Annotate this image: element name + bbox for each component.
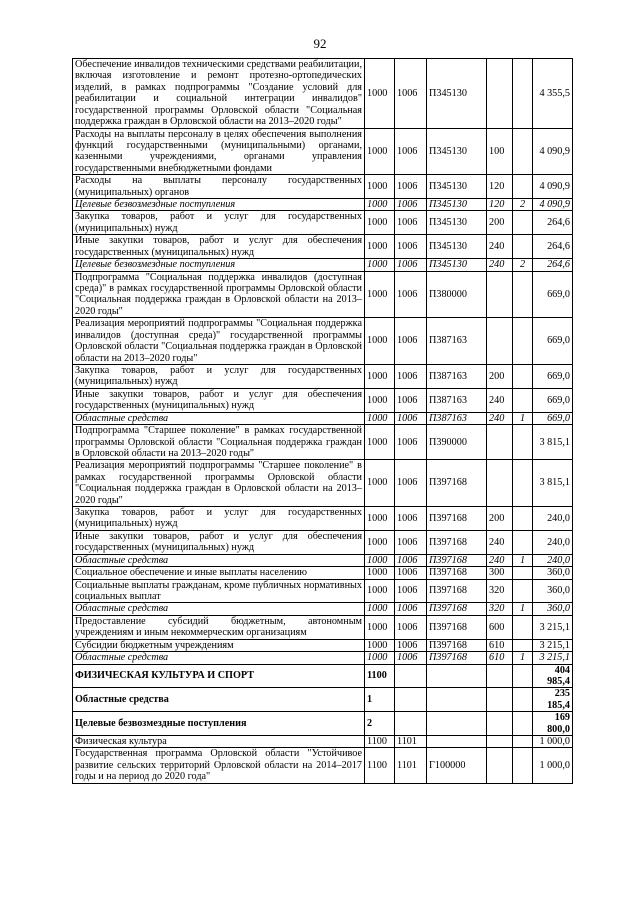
table-row [73, 615, 573, 639]
row-name: Реализация мероприятий подпрограммы "Старшее поколение" в рамках государственной программы Орловской области "Социальная поддержка граждан в Орловской области на 2013–2020 годы" [73, 460, 365, 507]
row-target-article: П345130 [427, 211, 487, 235]
table-row [73, 412, 573, 424]
table-row [73, 318, 573, 365]
table-row [73, 199, 573, 211]
row-name: Иные закупки товаров, работ и услуг для обеспечения государственных (муниципальных) нужд [73, 235, 365, 259]
row-amount: 240,0 [533, 554, 573, 566]
row-subsection-code: 1006 [395, 59, 427, 129]
row-funding-source [513, 579, 533, 603]
row-funding-source [513, 271, 533, 318]
row-funding-source: 1 [513, 652, 533, 664]
row-section-code: 1 [365, 688, 395, 712]
row-subsection-code: 1006 [395, 460, 427, 507]
row-section-code: 1100 [365, 748, 395, 783]
row-name: Расходы на выплаты персоналу в целях обеспечения выполнения функций государственными (муниципальными) органами, казенными учреждениями, органами управления государственными внебюджетными фондами [73, 128, 365, 175]
row-expense-type: 200 [487, 507, 513, 531]
row-amount: 264,6 [533, 211, 573, 235]
row-amount: 3 215,1 [533, 639, 573, 651]
row-subsection-code: 1006 [395, 567, 427, 579]
row-funding-source [513, 748, 533, 783]
row-funding-source [513, 664, 533, 688]
row-subsection-code: 1006 [395, 639, 427, 651]
row-amount: 235 185,4 [533, 688, 573, 712]
row-section-code: 1000 [365, 412, 395, 424]
row-expense-type: 120 [487, 199, 513, 211]
row-expense-type [487, 688, 513, 712]
row-expense-type [487, 425, 513, 460]
row-amount: 4 090,9 [533, 175, 573, 199]
row-subsection-code: 1006 [395, 579, 427, 603]
table-row [73, 59, 573, 129]
row-amount: 669,0 [533, 271, 573, 318]
row-name: Физическая культура [73, 736, 365, 748]
table-row [73, 425, 573, 460]
row-section-code: 1100 [365, 736, 395, 748]
row-subsection-code: 1101 [395, 748, 427, 783]
row-funding-source [513, 712, 533, 736]
row-name: Иные закупки товаров, работ и услуг для обеспечения государственных (муниципальных) нужд [73, 530, 365, 554]
row-section-code: 1000 [365, 425, 395, 460]
row-name: Субсидии бюджетным учреждениям [73, 639, 365, 651]
row-funding-source [513, 59, 533, 129]
row-expense-type [487, 59, 513, 129]
table-body [73, 59, 573, 784]
row-expense-type [487, 748, 513, 783]
row-section-code: 1000 [365, 652, 395, 664]
row-expense-type [487, 736, 513, 748]
row-amount: 3 815,1 [533, 425, 573, 460]
row-funding-source: 1 [513, 554, 533, 566]
row-expense-type: 600 [487, 615, 513, 639]
table-row [73, 175, 573, 199]
table-row [73, 460, 573, 507]
row-amount: 360,0 [533, 603, 573, 615]
row-expense-type: 120 [487, 175, 513, 199]
row-funding-source [513, 388, 533, 412]
row-amount: 360,0 [533, 579, 573, 603]
row-amount: 264,6 [533, 235, 573, 259]
row-name: Реализация мероприятий подпрограммы "Социальная поддержка инвалидов (доступная среда)" государственной программы Орловской области "Социальная поддержка граждан в Орловской области на 2013–2020 годы" [73, 318, 365, 365]
row-subsection-code: 1006 [395, 388, 427, 412]
row-target-article: П345130 [427, 175, 487, 199]
row-target-article: П345130 [427, 59, 487, 129]
row-expense-type: 240 [487, 388, 513, 412]
table-row [73, 259, 573, 271]
table-row [73, 211, 573, 235]
row-amount: 669,0 [533, 364, 573, 388]
row-subsection-code: 1006 [395, 530, 427, 554]
table-row [73, 271, 573, 318]
row-name: Предоставление субсидий бюджетным, автономным учреждениям и иным некоммерческим организациям [73, 615, 365, 639]
row-target-article [427, 736, 487, 748]
table-row [73, 235, 573, 259]
row-target-article: П397168 [427, 567, 487, 579]
row-expense-type: 320 [487, 603, 513, 615]
row-section-code: 1000 [365, 318, 395, 365]
row-name: Областные средства [73, 688, 365, 712]
row-expense-type: 320 [487, 579, 513, 603]
row-section-code: 1000 [365, 235, 395, 259]
table-row [73, 688, 573, 712]
row-amount: 4 355,5 [533, 59, 573, 129]
row-target-article: П390000 [427, 425, 487, 460]
row-expense-type: 610 [487, 639, 513, 651]
row-target-article: П397168 [427, 460, 487, 507]
row-funding-source [513, 507, 533, 531]
row-name: Целевые безвозмездные поступления [73, 712, 365, 736]
row-expense-type: 240 [487, 259, 513, 271]
row-section-code: 1000 [365, 603, 395, 615]
table-row [73, 128, 573, 175]
row-funding-source [513, 688, 533, 712]
row-funding-source [513, 615, 533, 639]
row-target-article: П397168 [427, 507, 487, 531]
row-funding-source [513, 318, 533, 365]
row-subsection-code: 1006 [395, 235, 427, 259]
row-subsection-code: 1006 [395, 211, 427, 235]
row-section-code: 1000 [365, 59, 395, 129]
row-funding-source [513, 211, 533, 235]
row-subsection-code: 1006 [395, 271, 427, 318]
page-number: 92 [313, 36, 327, 51]
row-target-article: П387163 [427, 364, 487, 388]
row-target-article: П397168 [427, 579, 487, 603]
row-section-code: 1000 [365, 567, 395, 579]
row-amount: 1 000,0 [533, 748, 573, 783]
row-name: ФИЗИЧЕСКАЯ КУЛЬТУРА И СПОРТ [73, 664, 365, 688]
row-name: Областные средства [73, 603, 365, 615]
row-section-code: 2 [365, 712, 395, 736]
row-subsection-code: 1006 [395, 364, 427, 388]
row-target-article: П397168 [427, 652, 487, 664]
row-name: Закупка товаров, работ и услуг для государственных (муниципальных) нужд [73, 507, 365, 531]
row-section-code: 1000 [365, 364, 395, 388]
row-amount: 3 215,1 [533, 652, 573, 664]
table-row [73, 639, 573, 651]
table-row [73, 664, 573, 688]
row-amount: 4 090,9 [533, 128, 573, 175]
row-funding-source [513, 530, 533, 554]
row-subsection-code: 1006 [395, 199, 427, 211]
budget-table [72, 58, 573, 784]
row-funding-source [513, 639, 533, 651]
row-funding-source [513, 736, 533, 748]
row-subsection-code [395, 688, 427, 712]
row-funding-source: 2 [513, 259, 533, 271]
row-name: Областные средства [73, 554, 365, 566]
row-subsection-code: 1006 [395, 128, 427, 175]
row-section-code: 1000 [365, 639, 395, 651]
row-subsection-code [395, 664, 427, 688]
table-row [73, 603, 573, 615]
row-expense-type [487, 712, 513, 736]
table-row [73, 554, 573, 566]
row-name: Областные средства [73, 412, 365, 424]
row-name: Государственная программа Орловской области "Устойчивое развитие сельских территорий Орловской области на 2014–2017 годы и на период до 2020 года" [73, 748, 365, 783]
row-name: Закупка товаров, работ и услуг для государственных (муниципальных) нужд [73, 364, 365, 388]
row-amount: 669,0 [533, 388, 573, 412]
row-amount: 3 215,1 [533, 615, 573, 639]
row-amount: 669,0 [533, 412, 573, 424]
row-subsection-code: 1006 [395, 507, 427, 531]
row-funding-source [513, 128, 533, 175]
row-target-article: П387163 [427, 318, 487, 365]
row-subsection-code: 1006 [395, 412, 427, 424]
row-subsection-code: 1006 [395, 554, 427, 566]
row-funding-source [513, 175, 533, 199]
row-target-article: П387163 [427, 412, 487, 424]
table-row [73, 712, 573, 736]
row-amount: 404 985,4 [533, 664, 573, 688]
row-section-code: 1000 [365, 579, 395, 603]
row-section-code: 1100 [365, 664, 395, 688]
row-expense-type [487, 318, 513, 365]
row-section-code: 1000 [365, 259, 395, 271]
row-name: Иные закупки товаров, работ и услуг для обеспечения государственных (муниципальных) нужд [73, 388, 365, 412]
row-subsection-code: 1006 [395, 603, 427, 615]
row-subsection-code: 1006 [395, 425, 427, 460]
table-row [73, 652, 573, 664]
row-subsection-code: 1006 [395, 259, 427, 271]
row-section-code: 1000 [365, 128, 395, 175]
row-section-code: 1000 [365, 388, 395, 412]
row-name: Подпрограмма "Старшее поколение" в рамках государственной программы Орловской области "Социальная поддержка граждан в Орловской области на 2013–2020 годы" [73, 425, 365, 460]
row-subsection-code [395, 712, 427, 736]
row-amount: 360,0 [533, 567, 573, 579]
row-amount: 264,6 [533, 259, 573, 271]
row-section-code: 1000 [365, 175, 395, 199]
row-expense-type: 240 [487, 530, 513, 554]
row-target-article [427, 664, 487, 688]
row-section-code: 1000 [365, 615, 395, 639]
row-section-code: 1000 [365, 507, 395, 531]
row-amount: 3 815,1 [533, 460, 573, 507]
table-row [73, 507, 573, 531]
row-funding-source: 1 [513, 603, 533, 615]
row-name: Расходы на выплаты персоналу государственных (муниципальных) органов [73, 175, 365, 199]
table-row [73, 530, 573, 554]
row-amount: 240,0 [533, 507, 573, 531]
row-expense-type: 240 [487, 554, 513, 566]
table-row [73, 736, 573, 748]
row-amount: 669,0 [533, 318, 573, 365]
row-amount: 4 090,9 [533, 199, 573, 211]
row-target-article: П345130 [427, 259, 487, 271]
row-section-code: 1000 [365, 211, 395, 235]
row-target-article: П380000 [427, 271, 487, 318]
row-name: Социальные выплаты гражданам, кроме публичных нормативных социальных выплат [73, 579, 365, 603]
row-funding-source [513, 235, 533, 259]
row-section-code: 1000 [365, 271, 395, 318]
row-funding-source: 2 [513, 199, 533, 211]
row-funding-source [513, 425, 533, 460]
row-amount: 169 800,0 [533, 712, 573, 736]
row-target-article: П387163 [427, 388, 487, 412]
row-section-code: 1000 [365, 530, 395, 554]
row-name: Целевые безвозмездные поступления [73, 199, 365, 211]
row-target-article [427, 712, 487, 736]
row-expense-type: 240 [487, 412, 513, 424]
row-name: Обеспечение инвалидов техническими средствами реабилитации, включая изготовление и ремонт протезно-ортопедических изделий, в рамках подпрограммы "Создание условий для реабилитации и социальной интеграции инвалидов" государственной программы Орловской области "Социальная поддержка граждан в Орловской области на 2013–2020 годы" [73, 59, 365, 129]
row-expense-type: 200 [487, 211, 513, 235]
row-funding-source [513, 364, 533, 388]
table-row [73, 364, 573, 388]
row-subsection-code: 1006 [395, 652, 427, 664]
row-target-article: П397168 [427, 639, 487, 651]
row-subsection-code: 1006 [395, 615, 427, 639]
row-expense-type: 100 [487, 128, 513, 175]
row-name: Социальное обеспечение и иные выплаты населению [73, 567, 365, 579]
row-subsection-code: 1006 [395, 175, 427, 199]
table-row [73, 579, 573, 603]
row-target-article: П397168 [427, 615, 487, 639]
row-expense-type: 300 [487, 567, 513, 579]
row-name: Закупка товаров, работ и услуг для государственных (муниципальных) нужд [73, 211, 365, 235]
row-funding-source: 1 [513, 412, 533, 424]
row-name: Подпрограмма "Социальная поддержка инвалидов (доступная среда)" в рамках государственной программы Орловской области "Социальная поддержка граждан в Орловской области на 2013–2020 годы" [73, 271, 365, 318]
row-funding-source [513, 567, 533, 579]
row-expense-type [487, 460, 513, 507]
row-amount: 240,0 [533, 530, 573, 554]
row-section-code: 1000 [365, 554, 395, 566]
row-expense-type: 240 [487, 235, 513, 259]
row-target-article: П345130 [427, 199, 487, 211]
table-row [73, 567, 573, 579]
row-expense-type: 200 [487, 364, 513, 388]
row-target-article [427, 688, 487, 712]
row-name: Целевые безвозмездные поступления [73, 259, 365, 271]
row-target-article: П345130 [427, 235, 487, 259]
row-subsection-code: 1006 [395, 318, 427, 365]
table-row [73, 388, 573, 412]
table-row [73, 748, 573, 783]
row-target-article: П397168 [427, 530, 487, 554]
row-section-code: 1000 [365, 199, 395, 211]
row-target-article: П397168 [427, 554, 487, 566]
row-expense-type [487, 664, 513, 688]
row-amount: 1 000,0 [533, 736, 573, 748]
row-subsection-code: 1101 [395, 736, 427, 748]
row-section-code: 1000 [365, 460, 395, 507]
row-expense-type: 610 [487, 652, 513, 664]
row-expense-type [487, 271, 513, 318]
row-target-article: П397168 [427, 603, 487, 615]
row-target-article: П345130 [427, 128, 487, 175]
row-target-article: Г100000 [427, 748, 487, 783]
row-name: Областные средства [73, 652, 365, 664]
row-funding-source [513, 460, 533, 507]
